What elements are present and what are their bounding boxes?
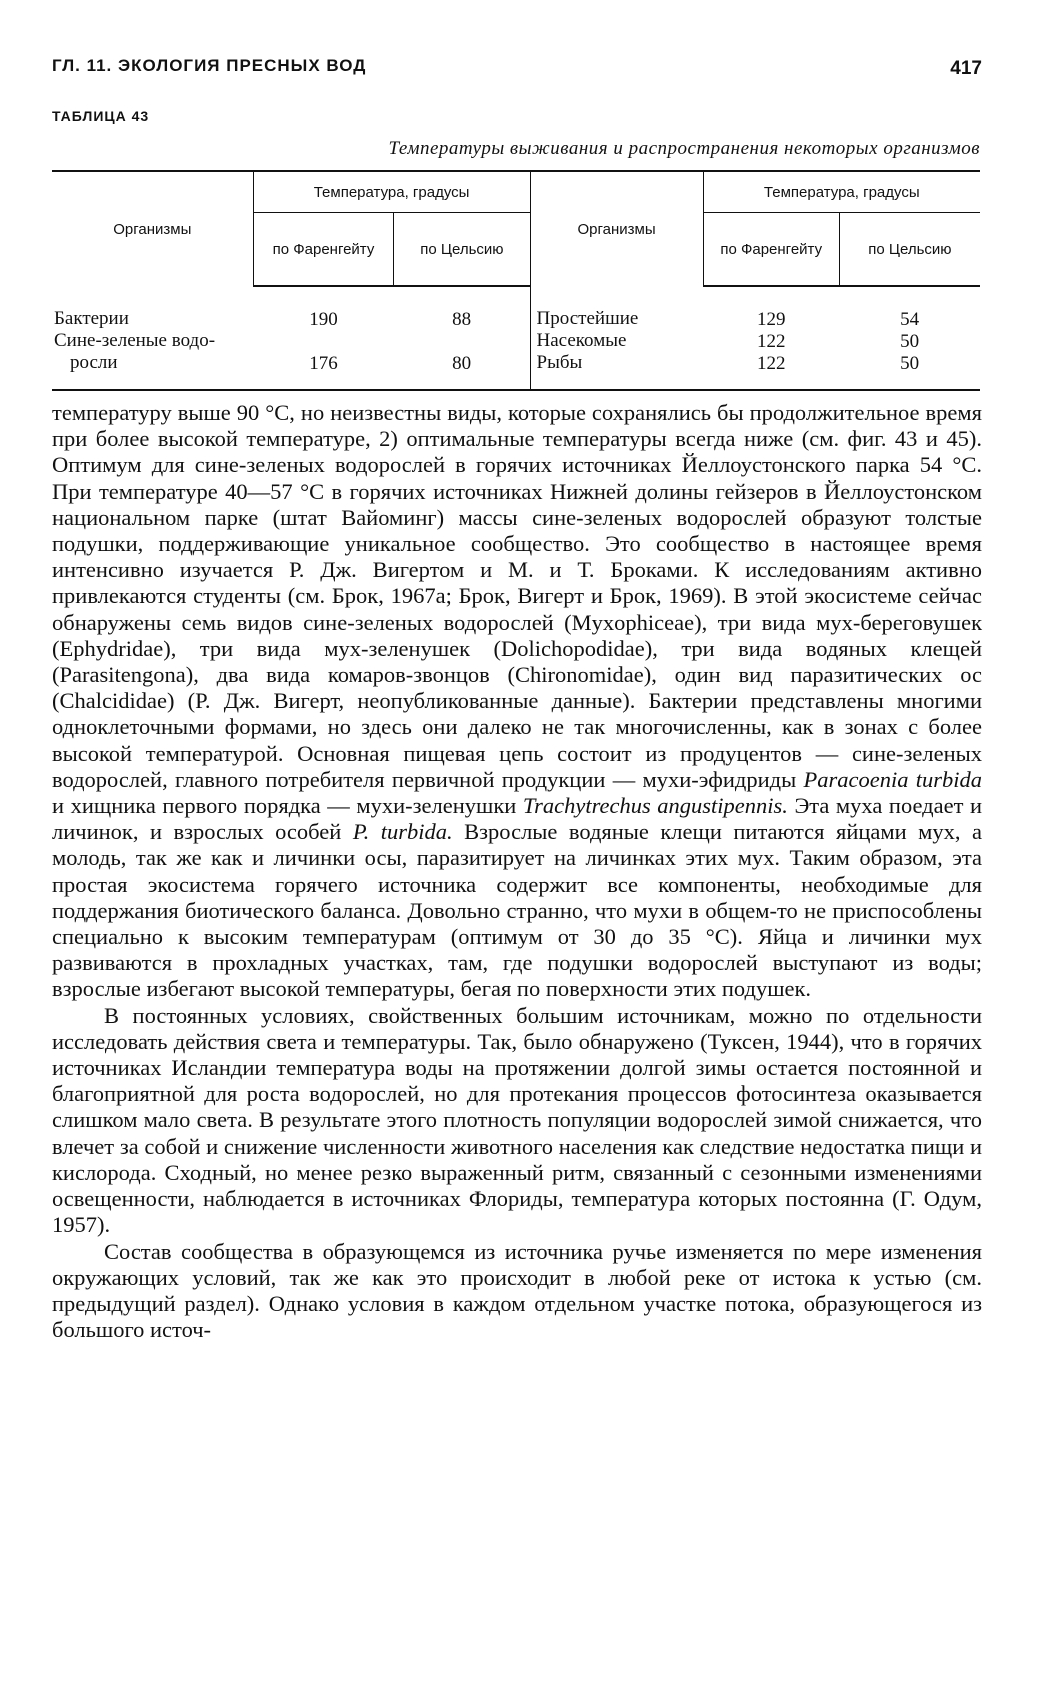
header-fahrenheit-right: по Фаренгейту (703, 213, 839, 287)
header-fahrenheit-left: по Фаренгейту (253, 213, 394, 287)
temperature-table (52, 170, 980, 391)
organism-name: Простейшие (536, 308, 639, 329)
body-text (52, 400, 982, 1343)
chapter-title: ГЛ. 11. ЭКОЛОГИЯ ПРЕСНЫХ ВОД (52, 56, 367, 75)
celsius-value: 50 (900, 331, 920, 352)
species-name: Trachytrechus angustipennis. (522, 793, 788, 819)
celsius-value: 50 (900, 353, 920, 374)
header-temperature-left: Температура, градусы (253, 171, 530, 213)
header-celsius-left: по Цельсию (394, 213, 530, 287)
header-organisms-right: Организмы (530, 171, 703, 286)
species-name: Paracoenia turbida (803, 766, 982, 792)
paragraph: температуру выше 90 °С, но неизвестны виды, которые сохранялись бы продолжительное время при более высокой температуре, 2) оптимальные температуры всегда ниже (см. фиг. 43 и 45). Оптимум для сине-зеленых водорослей в горячих источниках Йеллоустонского парка 54 °С. При температуре 40—57 °С в горячих источниках Нижней долины гейзеров в Йеллоустонском национальном парке (штат Вайоминг) массы сине-зеленых водорослей образуют толстые подушки, поддерживающие уникальное сообщество. Это сообщество в настоящее время интенсивно изучается Р. Дж. Вигертом и М. и Т. Броками. К исследованиям активно привлекаются студенты (см. Брок, 1967а; Брок, Вигерт и Брок, 1969). В этой экосистеме сейчас обнаружены семь видов сине-зеленых водорослей (Myxophiceae), три вида мух-береговушек (Ephydridae), три вида мух-зеленушек (Dolichopodidae), три вида водяных клещей (Parasitengona), два вида комаров-звонцов (Chironomidae), один вид паразитических ос (Chalcididae) (Р. Дж. Вигерт, неопубликованные данные). Бактерии представлены многими одноклеточными формами, но здесь они далеко не так многочисленны, как в зонах с более высокой температурой. Основная пищевая цепь состоит из продуцентов — сине-зеленых водорослей, главного потребителя первичной продукции — мухи-эфидриды Paracoenia turbida и хищника первого порядка — мухи-зеленушки Trachytrechus angustipennis. Эта муха поедает и личинок, и взрослых особей P. turbida. Взрослые водяные клещи питаются яйцами мух, а молодь, так же как и личинки осы, паразитирует на личинках этих мух. Таким образом, эта простая экосистема горячего источника содержит все компоненты, необходимые для поддержания биотического баланса. Довольно странно, что мухи в общем-то не приспособлены специально к высоким температурам (оптимум от 30 до 35 °С). Яйца и личинки мух развиваются в прохладных участках, там, где подушки водорослей выступают из воды; взрослые избегают высокой температуры, бегая по поверхности этих подушек. (52, 400, 982, 1002)
species-name: P. turbida. (352, 819, 453, 845)
paragraph: Состав сообщества в образующемся из источника ручье изменяется по мере изменения окружающих условий, так же как это происходит в любой реке от истока к устью (см. предыдущий раздел). Однако условия в каждом отдельном участке потока, образующегося из большого источ- (52, 1238, 982, 1343)
header-celsius-right: по Цельсию (839, 213, 980, 287)
fahrenheit-value: 190 (309, 309, 338, 330)
organism-name-continued: росли (70, 352, 118, 373)
celsius-value: 80 (452, 353, 472, 374)
organism-name: Насекомые (536, 330, 627, 351)
header-organisms-left: Организмы (52, 171, 253, 286)
organism-name: Сине-зеленые водо- (54, 330, 216, 351)
header-temperature-right: Температура, градусы (703, 171, 980, 213)
table-caption: Температуры выживания и распространения некоторых организмов (388, 138, 980, 159)
table-row (52, 286, 980, 390)
fahrenheit-value: 122 (756, 331, 786, 352)
organism-name: Бактерии (54, 308, 129, 329)
page-number: 417 (950, 58, 982, 79)
running-head (52, 52, 982, 82)
celsius-value: 54 (900, 309, 920, 330)
organism-name: Рыбы (536, 352, 583, 373)
fahrenheit-value: 176 (309, 353, 338, 374)
paragraph: В постоянных условиях, свойственных большим источникам, можно по отдельности исследовать действия света и температуры. Так, было обнаружено (Туксен, 1944), что в горячих источниках Исландии температура воды на протяжении долгой зимы остается постоянной и благоприятной для роста водорослей, но для протекания процессов фотосинтеза оказывается слишком мало света. В результате этого плотность популяции водорослей зимой снижается, что влечет за собой и снижение численности животного населения как следствие недостатка пищи и кислорода. Сходный, но менее резко выраженный ритм, связанный с сезонными изменениями освещенности, наблюдается в источниках Флориды, температура которых постоянна (Г. Одум, 1957). (52, 1002, 982, 1238)
table-label: ТАБЛИЦА 43 (52, 108, 150, 124)
fahrenheit-value: 122 (756, 353, 786, 374)
fahrenheit-value: 129 (756, 309, 786, 330)
celsius-value: 88 (452, 309, 472, 330)
